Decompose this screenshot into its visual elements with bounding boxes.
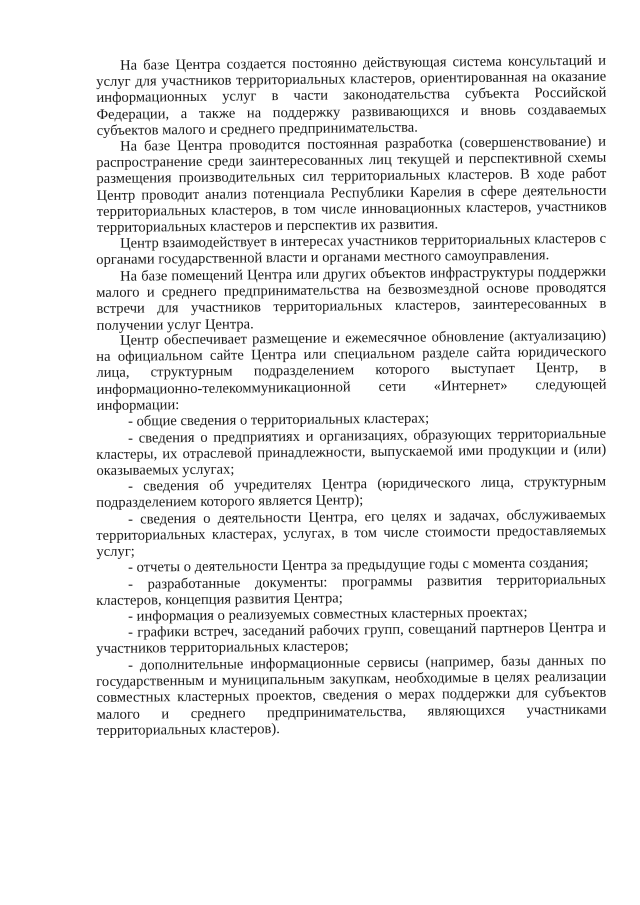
- list-item-activity: - сведения о деятельности Центра, его целях и задачах, обслуживаемых территориальных кластерах, услугах, в том числе стоимости предоставляемых услуг;: [96, 506, 607, 561]
- paragraph-cluster-scheme: На базе Центра проводится постоянная разработка (совершенствование) и распространение среди заинтересованных лиц текущей и перспективной схемы размещения производительных сил территориальных кластеров. В ходе работ Центр проводит анализ потенциала Республики Карелия в сфере деятельности территориальных кластеров, в том числе инновационных кластеров, участников территориальных кластеров и перспектив их развития.: [96, 133, 607, 237]
- list-item-projects: - информация о реализуемых совместных кластерных проектах;: [127, 604, 528, 625]
- list-item-reports: - отчеты о деятельности Центра за предыдущие годы с момента создания;: [127, 555, 589, 576]
- paragraph-authorities-interaction: Центр взаимодействует в интересах участников территориальных кластеров с органами государственной власти и органами местного самоуправления.: [96, 230, 607, 269]
- list-item-founders: - сведения об учредителях Центра (юридического лица, структурным подразделением которого является Центр);: [96, 473, 607, 512]
- paragraph-meetings: На базе помещений Центра или других объектов инфраструктуры поддержки малого и среднего предпринимательства на безвозмездной основе проводятся встречи для участников территориальных кластеров, заинтересованных в получении услуг Центра.: [96, 263, 607, 334]
- paragraph-website-information: Центр обеспечивает размещение и ежемесячное обновление (актуализацию) на официальном сайте Центра или специальном разделе сайта юридического лица, структурным подразделением которого выступает Центр, в информационно-телекоммуникационной сети «Интернет» следующей информации:: [96, 328, 607, 415]
- document-page: [96, 52, 607, 739]
- list-item-documents: - разработанные документы: программы развития территориальных кластеров, концепция развития Центра;: [96, 571, 607, 609]
- list-item-general-info: - общие сведения о территориальных кластерах;: [127, 410, 430, 431]
- list-item-enterprises: - сведения о предприятиях и организациях, образующих территориальные кластеры, их отраслевой принадлежности, выпускаемой ими продукции и (или) оказываемых услугах;: [96, 425, 607, 480]
- paragraph-consultation-system: На базе Центра создается постоянно действующая система консультаций и услуг для участников территориальных кластеров, ориентированная на оказание информационных услуг в части законодательства субъекта Российской Федерации, а также на поддержку развивающихся и вновь создаваемых субъектов малого и среднего предпринимательства.: [96, 52, 607, 139]
- list-item-services: - дополнительные информационные сервисы (например, базы данных по государственным и муниципальным закупкам, необходимые в целях реализации совместных кластерных проектов, сведения о мерах поддержки для субъектов малого и среднего предпринимательства, являющихся участниками территориальных кластеров).: [96, 652, 607, 739]
- list-item-schedules: - графики встреч, заседаний рабочих групп, совещаний партнеров Центра и участников территориальных кластеров;: [96, 619, 607, 658]
